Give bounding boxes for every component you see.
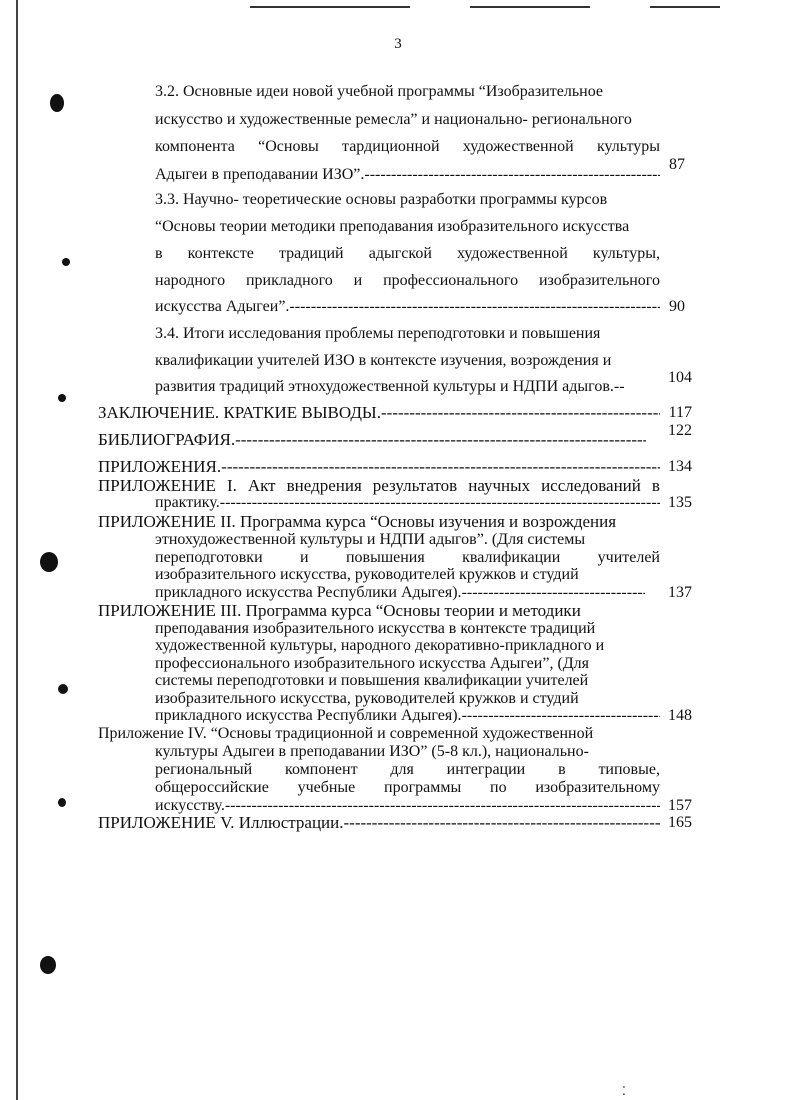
page-number: 3 <box>394 36 402 52</box>
toc-conclusion: ЗАКЛЮЧЕНИЕ. КРАТКИЕ ВЫВОДЫ. ----- <box>98 403 660 423</box>
toc-appendix-4-title: искусству. ----- <box>155 796 660 816</box>
scan-spot <box>58 798 66 807</box>
toc-appendix-3-line: художественной культуры, народного декоративно-прикладного и <box>155 637 605 654</box>
toc-appendix-3-line: преподавания изобразительного искусства в контексте традиций <box>155 620 596 637</box>
toc-entry-3-3-title: искусства Адыгеи”. ----- <box>155 297 660 317</box>
toc-appendix-2-line: ПРИЛОЖЕНИЕ II. Программа курса “Основы изучения и возрождения <box>98 512 617 531</box>
toc-appendix-3-line: ПРИЛОЖЕНИЕ III. Программа курса “Основы теории и методики <box>98 601 581 620</box>
toc-appendices: ПРИЛОЖЕНИЯ. ----- <box>98 457 660 477</box>
scan-margin-line <box>16 0 18 1100</box>
toc-page-number: 157 <box>668 797 692 814</box>
toc-appendix-1-line: ПРИЛОЖЕНИЕ I. Акт внедрения результатов научных исследований в <box>98 476 660 495</box>
toc-page-number: 90 <box>669 298 685 315</box>
toc-appendix-4-line: Приложение IV. “Основы традиционной и современной художественной <box>98 725 594 742</box>
scan-spot <box>58 394 66 402</box>
toc-page-number: 137 <box>668 584 692 601</box>
toc-page-number: 104 <box>668 369 692 386</box>
scan-spot <box>62 258 70 266</box>
toc-entry-3-3-line: “Основы теории методики преподавания изобразительного искусства <box>155 218 630 235</box>
scan-top-mark <box>250 6 410 8</box>
toc-page-number: 135 <box>668 494 692 511</box>
toc-bibliography: БИБЛИОГРАФИЯ. ----- <box>98 430 646 450</box>
scan-spot <box>40 552 58 572</box>
toc-appendix-3-line: изобразительного искусства, руководителей кружков и студий <box>155 690 579 707</box>
toc-appendix-2-line: изобразительного искусства, руководителей кружков и студий <box>155 566 579 583</box>
toc-appendix-3-line: системы переподготовки и повышения квалификации учителей <box>155 672 589 689</box>
toc-entry-3-2-title: Адыгеи в преподавании ИЗО”. ----- <box>155 165 660 185</box>
toc-page-number: 165 <box>668 814 692 831</box>
toc-page-number: 122 <box>668 422 692 439</box>
toc-page-number: 148 <box>668 707 692 724</box>
toc-entry-3-2-line: искусство и художественные ремесла” и национально- регионального <box>155 111 632 128</box>
toc-appendix-5-title: ПРИЛОЖЕНИЕ V. Иллюстрации. ----- <box>98 813 660 833</box>
toc-appendix-4-line: региональный компонент для интеграции в типовые, <box>155 761 660 778</box>
toc-entry-3-4-title: развития традиций этнохудожественной культуры и НДПИ адыгов.-- <box>155 378 625 395</box>
scan-top-mark <box>470 6 590 8</box>
scan-spot <box>50 94 64 112</box>
toc-page-number: 134 <box>668 458 692 475</box>
toc-appendix-4-line: общероссийские учебные программы по изобразительному <box>155 779 660 796</box>
scan-mark: ⁚ <box>622 1084 626 1098</box>
toc-entry-3-2-line: компонента “Основы тардиционной художественной культуры <box>155 138 660 155</box>
toc-page-number: 87 <box>669 156 685 173</box>
toc-entry-3-4-line: 3.4. Итоги исследования проблемы переподготовки и повышения <box>155 325 601 342</box>
toc-entry-3-3-line: народного прикладного и профессионального изобразительного <box>155 272 660 289</box>
toc-entry-3-4-line: квалификации учителей ИЗО в контексте изучения, возрождения и <box>155 352 612 369</box>
toc-appendix-2-line: переподготовки и повышения квалификации учителей <box>155 549 660 566</box>
scan-top-mark <box>650 6 720 8</box>
toc-page-number: 117 <box>668 404 692 421</box>
toc-appendix-2-line: этнохудожественной культуры и НДПИ адыгов”. (Для системы <box>155 531 586 548</box>
toc-appendix-3-title: прикладного искусства Республики Адыгея). ----- <box>155 706 660 726</box>
toc-appendix-3-line: профессионального изобразительного искусства Адыгеи”, (Для <box>155 655 590 672</box>
toc-appendix-2-title: прикладного искусства Республики Адыгея). ----- <box>155 583 645 603</box>
toc-entry-3-3-line: 3.3. Научно- теоретические основы разработки программы курсов <box>155 191 608 208</box>
toc-entry-3-2-line: 3.2. Основные идеи новой учебной программы “Изобразительное <box>155 83 604 100</box>
toc-entry-3-3-line: в контексте традиций адыгской художественной культуры, <box>155 245 660 262</box>
toc-appendix-1-title: практику. ----- <box>155 493 660 513</box>
scan-spot <box>58 684 68 694</box>
scan-spot <box>40 956 56 974</box>
toc-appendix-4-line: культуры Адыгеи в преподавании ИЗО” (5-8 кл.), национально- <box>155 743 589 760</box>
